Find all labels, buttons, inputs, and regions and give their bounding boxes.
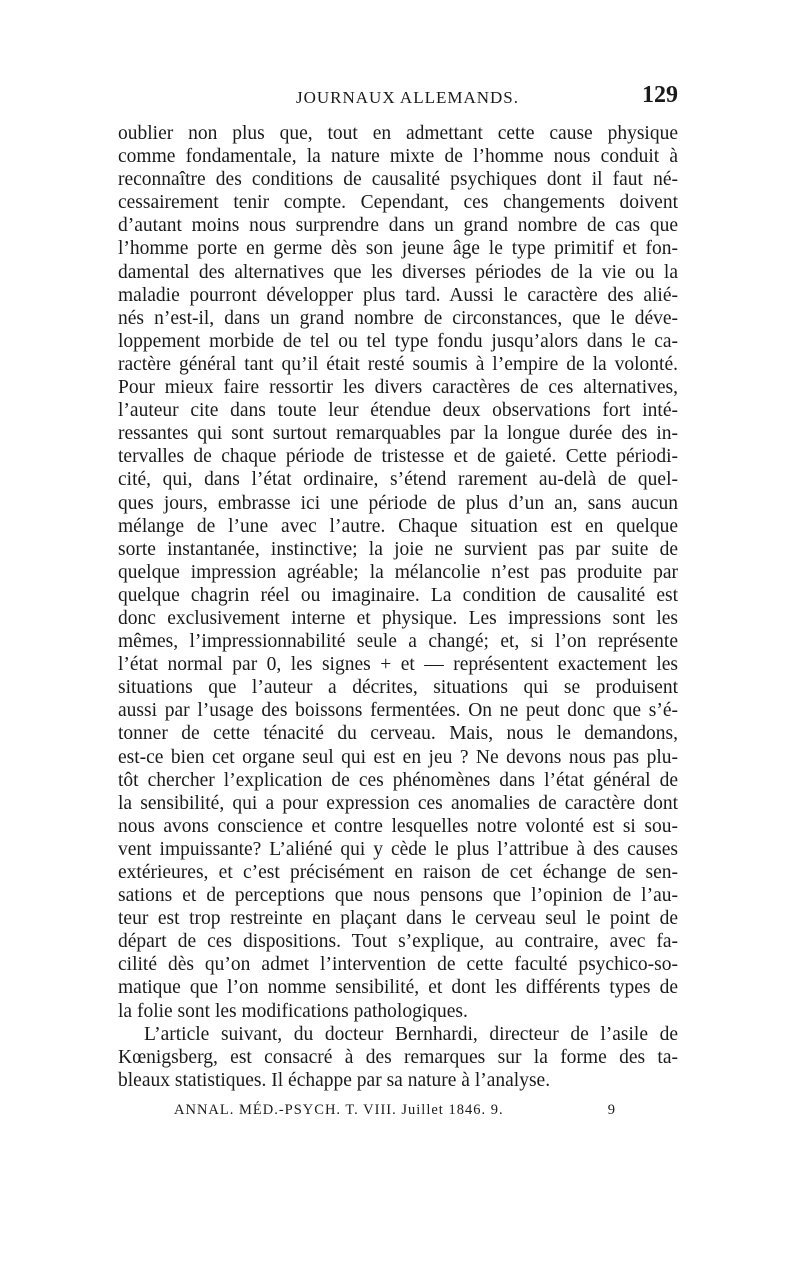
running-header bbox=[118, 82, 678, 122]
text-line: vent impuissante? L’aliéné qui y cède le plus l’attribue à des causes bbox=[118, 838, 678, 860]
text-line: l’homme porte en germe dès son jeune âge le type primitif et fon- bbox=[118, 238, 678, 260]
text-line: départ de ces dispositions. Tout s’explique, au contraire, avec fa- bbox=[118, 931, 678, 953]
text-line: tôt chercher l’explication de ces phénomènes dans l’état général de bbox=[118, 769, 678, 791]
signature-mark: 9 bbox=[607, 1101, 616, 1118]
text-line: ractère général tant qu’il était resté soumis à l’empire de la volonté. bbox=[118, 353, 678, 375]
signature-line: ANNAL. MÉD.-PSYCH. T. VIII. Juillet 1846. 9. bbox=[174, 1101, 504, 1118]
text-line: teur est trop restreinte en plaçant dans le cerveau seul le point de bbox=[118, 908, 678, 930]
text-line: L’article suivant, du docteur Bernhardi, directeur de l’asile de bbox=[144, 1023, 678, 1045]
page-footer bbox=[118, 1102, 678, 1126]
text-line: Kœnigsberg, est consacré à des remarques sur la forme des ta- bbox=[118, 1046, 678, 1068]
text-line: ques jours, embrasse ici une période de plus d’un an, sans aucun bbox=[118, 492, 678, 514]
text-line: tervalles de chaque période de tristesse et de gaieté. Cette périodi- bbox=[118, 446, 678, 468]
text-line: cessairement tenir compte. Cependant, ces changements doivent bbox=[118, 192, 678, 214]
running-title: JOURNAUX ALLEMANDS. bbox=[296, 88, 520, 107]
text-line: la folie sont les modifications pathologiques. bbox=[118, 1000, 468, 1022]
text-line: mélange de l’une avec l’autre. Chaque situation est en quelque bbox=[118, 515, 678, 537]
text-line: reconnaître des conditions de causalité psychiques dont il faut né- bbox=[118, 169, 678, 191]
text-line: situations que l’auteur a décrites, situations qui se produisent bbox=[118, 677, 678, 699]
text-line: Pour mieux faire ressortir les divers caractères de ces alternatives, bbox=[118, 377, 678, 399]
body-text bbox=[118, 122, 678, 1092]
text-line: mêmes, l’impressionnabilité seule a changé; et, si l’on représente bbox=[118, 631, 678, 653]
text-line: donc exclusivement interne et physique. Les impressions sont les bbox=[118, 607, 678, 629]
text-line: quelque chagrin réel ou imaginaire. La condition de causalité est bbox=[118, 584, 678, 606]
text-line: bleaux statistiques. Il échappe par sa nature à l’analyse. bbox=[118, 1069, 551, 1091]
text-line: cité, qui, dans l’état ordinaire, s’étend rarement au-delà de quel- bbox=[118, 469, 678, 491]
text-line: quelque impression agréable; la mélancolie n’est pas produite par bbox=[118, 561, 678, 583]
text-line: ressantes qui sont surtout remarquables par la longue durée des in- bbox=[118, 423, 678, 445]
text-line: extérieures, et c’est précisément en raison de cet échange de sen- bbox=[118, 862, 678, 883]
text-line: nous avons conscience et contre lesquelles notre volonté est si sou- bbox=[118, 815, 678, 837]
book-page bbox=[118, 82, 678, 1126]
text-line: sations et de perceptions que nous pensons que l’opinion de l’au- bbox=[118, 885, 678, 907]
text-line: sorte instantanée, instinctive; la joie ne survient pas par suite de bbox=[118, 538, 678, 560]
text-line: l’état normal par 0, les signes + et — représentent exactement les bbox=[118, 654, 678, 676]
paragraph-1 bbox=[118, 122, 678, 1023]
text-line: loppement morbide de tel ou tel type fondu jusqu’alors dans le ca- bbox=[118, 330, 678, 352]
text-line: nés n’est-il, dans un grand nombre de circonstances, que le déve- bbox=[118, 307, 678, 329]
text-line: oublier non plus que, tout en admettant cette cause physique bbox=[118, 123, 678, 144]
text-line: aussi par l’usage des boissons fermentées. On ne peut donc que s’é- bbox=[118, 700, 678, 722]
paragraph-2 bbox=[118, 1023, 678, 1092]
text-line: comme fondamentale, la nature mixte de l’homme nous conduit à bbox=[118, 146, 678, 168]
text-line: cilité dès qu’on admet l’intervention de cette faculté psychico-so- bbox=[118, 954, 678, 976]
text-line: damental des alternatives que les diverses périodes de la vie ou la bbox=[118, 261, 678, 283]
text-line: d’autant moins nous surprendre dans un grand nombre de cas que bbox=[118, 215, 678, 237]
text-line: est-ce bien cet organe seul qui est en jeu ? Ne devons nous pas plu- bbox=[118, 746, 678, 768]
text-line: tonner de cette ténacité du cerveau. Mais, nous le demandons, bbox=[118, 723, 678, 745]
text-line: l’auteur cite dans toute leur étendue deux observations fort inté- bbox=[118, 400, 678, 422]
text-line: matique que l’on nomme sensibilité, et dont les différents types de bbox=[118, 977, 678, 999]
page-number: 129 bbox=[642, 82, 678, 108]
text-line: la sensibilité, qui a pour expression ces anomalies de caractère dont bbox=[118, 792, 678, 814]
text-line: maladie pourront développer plus tard. Aussi le caractère des alié- bbox=[118, 284, 678, 306]
